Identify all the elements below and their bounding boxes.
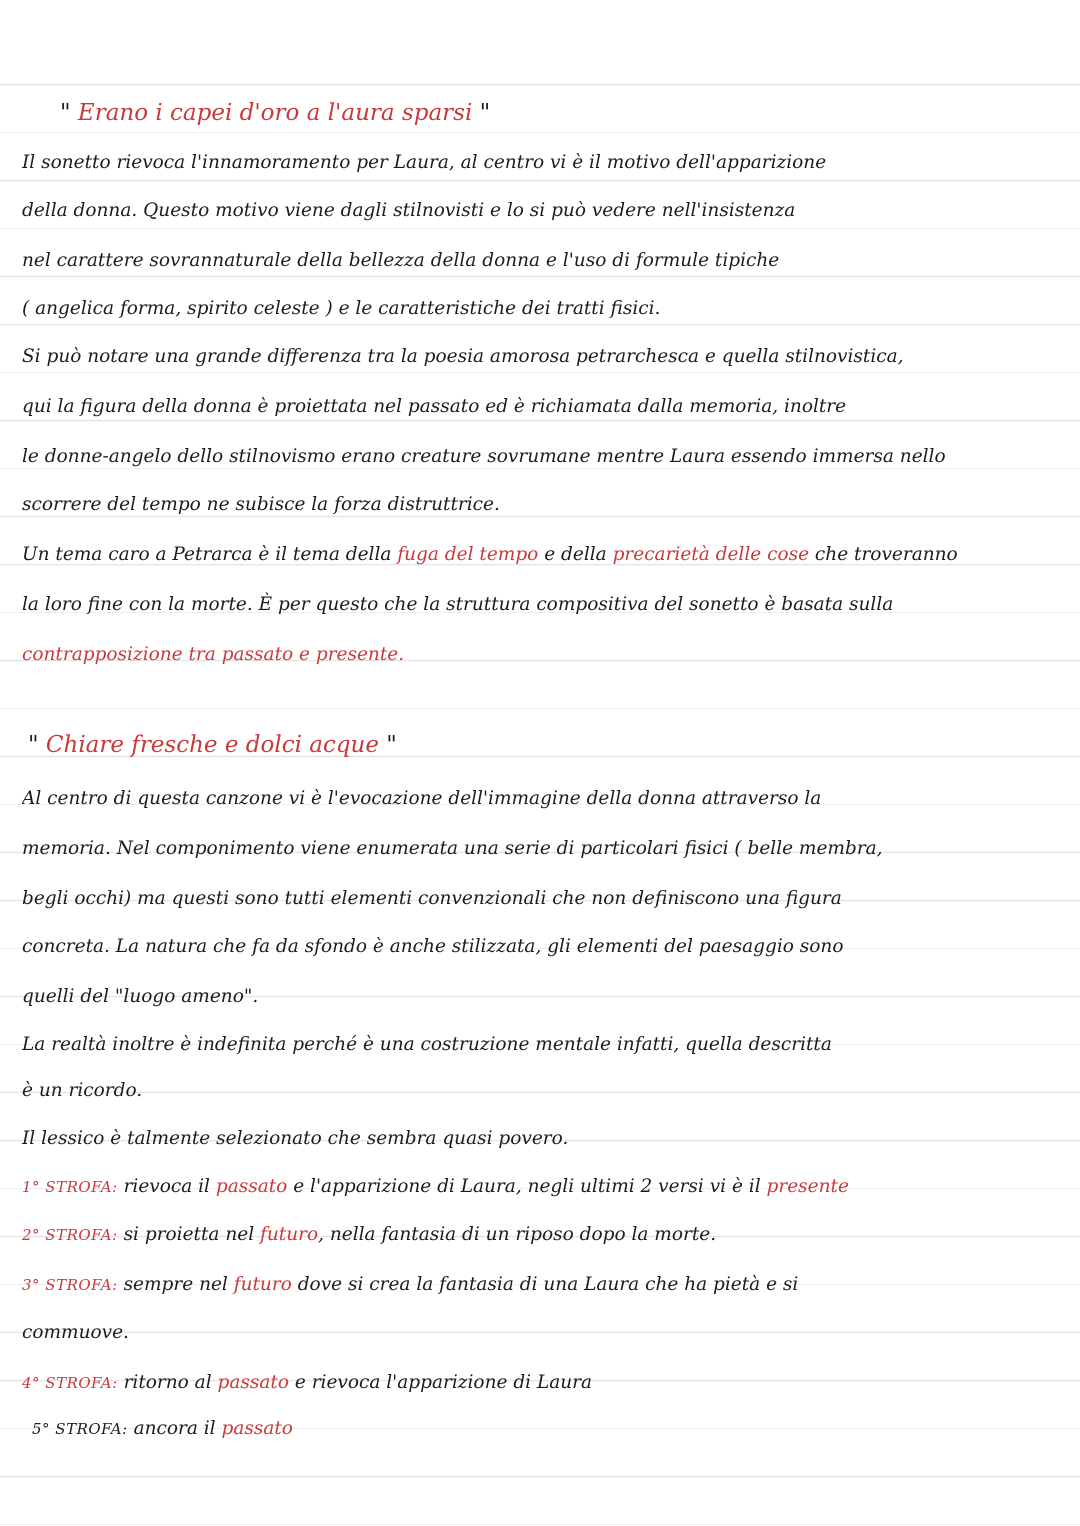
section1-line-10: la loro fine con la morte. È per questo che la struttura compositiva del sonetto è basata sulla bbox=[22, 594, 894, 615]
section1-line-5: Si può notare una grande differenza tra la poesia amorosa petrarchesca e quella stilnovistica, bbox=[22, 346, 904, 367]
section1-title-text: Erano i capei d'oro a l'aura sparsi bbox=[77, 100, 473, 126]
section1-line-8: scorrere del tempo ne subisce la forza distruttrice. bbox=[22, 494, 500, 515]
section1-line-7: le donne-angelo dello stilnovismo erano creature sovrumane mentre Laura essendo immersa nello bbox=[22, 446, 946, 467]
section1-title: " Erano i capei d'oro a l'aura sparsi " bbox=[60, 100, 491, 126]
highlight-fuga-del-tempo: fuga del tempo bbox=[397, 544, 539, 565]
section2-title-text: Chiare fresche e dolci acque bbox=[45, 732, 379, 758]
section2-line-1: Al centro di questa canzone vi è l'evocazione dell'immagine della donna attraverso la bbox=[22, 788, 822, 809]
strofa-1: 1° STROFA: rievoca il passato e l'apparizione di Laura, negli ultimi 2 versi vi è il presente bbox=[22, 1176, 849, 1197]
section1-line-1: Il sonetto rievoca l'innamoramento per Laura, al centro vi è il motivo dell'apparizione bbox=[22, 152, 827, 173]
strofa-3: 3° STROFA: sempre nel futuro dove si crea la fantasia di una Laura che ha pietà e si bbox=[22, 1274, 799, 1295]
strofa-2: 2° STROFA: si proietta nel futuro, nella fantasia di un riposo dopo la morte. bbox=[22, 1224, 717, 1245]
strofa-4-label: 4° STROFA: bbox=[22, 1374, 118, 1392]
strofa-5: 5° STROFA: ancora il passato bbox=[32, 1418, 293, 1439]
strofa-3-continued: commuove. bbox=[22, 1322, 129, 1343]
section1-line-4: ( angelica forma, spirito celeste ) e le caratteristiche dei tratti fisici. bbox=[22, 298, 661, 319]
section1-line-9: Un tema caro a Petrarca è il tema della fuga del tempo e della precarietà delle cose che troveranno bbox=[22, 544, 958, 565]
section1-line-3: nel carattere sovrannaturale della bellezza della donna e l'uso di formule tipiche bbox=[22, 250, 780, 271]
section2-title: " Chiare fresche e dolci acque " bbox=[28, 732, 397, 758]
section2-line-6: La realtà inoltre è indefinita perché è una costruzione mentale infatti, quella descritta bbox=[22, 1034, 832, 1055]
strofa-4: 4° STROFA: ritorno al passato e rievoca l'apparizione di Laura bbox=[22, 1372, 593, 1393]
section2-line-7: è un ricordo. bbox=[22, 1080, 143, 1101]
section1-line-2: della donna. Questo motivo viene dagli stilnovisti e lo si può vedere nell'insistenza bbox=[22, 200, 796, 221]
strofa-5-label: 5° STROFA: bbox=[32, 1420, 128, 1438]
strofa-2-label: 2° STROFA: bbox=[22, 1226, 118, 1244]
section1-line-6: qui la figura della donna è proiettata nel passato ed è richiamata dalla memoria, inoltre bbox=[22, 396, 847, 417]
strofa-3-label: 3° STROFA: bbox=[22, 1276, 118, 1294]
section2-line-4: concreta. La natura che fa da sfondo è anche stilizzata, gli elementi del paesaggio sono bbox=[22, 936, 844, 957]
section2-line-3: begli occhi) ma questi sono tutti elementi convenzionali che non definiscono una figura bbox=[22, 888, 842, 909]
strofa-1-label: 1° STROFA: bbox=[22, 1178, 118, 1196]
section1-line-11: contrapposizione tra passato e presente. bbox=[22, 644, 405, 665]
section2-line-8: Il lessico è talmente selezionato che sembra quasi povero. bbox=[22, 1128, 569, 1149]
highlight-precarieta: precarietà delle cose bbox=[612, 544, 810, 565]
section2-line-2: memoria. Nel componimento viene enumerata una serie di particolari fisici ( belle membra, bbox=[22, 838, 883, 859]
section2-line-5: quelli del "luogo ameno". bbox=[22, 986, 259, 1007]
